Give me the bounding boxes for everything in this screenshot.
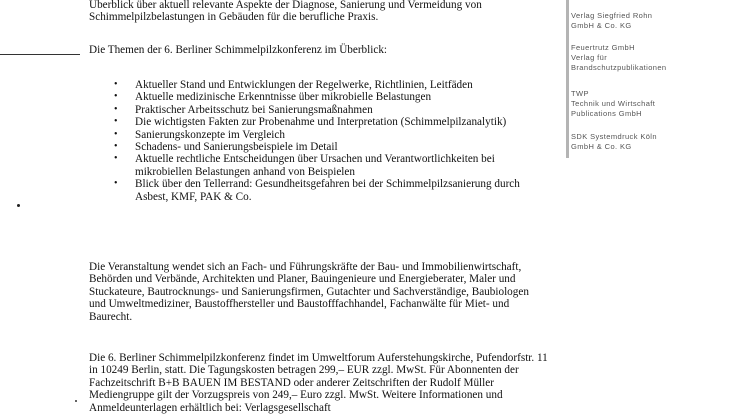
list-item: • Sanierungskonzepte im Vergleich <box>89 129 547 141</box>
sponsor-entry <box>571 11 652 31</box>
sponsor-line: Feuertrutz GmbH <box>571 43 635 52</box>
sponsor-entry <box>571 132 657 152</box>
sponsor-line: Verlag Siegfried Rohn <box>571 11 653 20</box>
sponsor-line: Publications GmbH <box>571 109 642 118</box>
sponsor-line: Brandschutzpublikationen <box>571 63 667 72</box>
sponsor-line: GmbH & Co. KG <box>571 21 632 30</box>
sponsor-line: TWP <box>571 89 589 98</box>
list-item: • Aktuelle medizinische Erkenntnisse über mikrobielle Belastungen <box>89 91 547 103</box>
sponsor-entry <box>571 89 655 119</box>
lead-paragraph: Überblick über aktuell relevante Aspekte der Diagnose, Sanierung und Vermeidung von Schimmelpilzbelastungen in Gebäuden für die berufliche Praxis. <box>89 0 482 24</box>
list-item: • Blick über den Tellerrand: Gesundheitsgefahren bei der Schimmelpilzsanierung durch Asbest, KMF, PAK & Co. <box>89 178 547 203</box>
venue-paragraph: Die 6. Berliner Schimmelpilzkonferenz findet im Umweltforum Auferstehungskirche, Pufendorfstr. 11 in 10249 Berlin, statt. Die Tagungskosten betragen 299,– EUR zzgl. MwSt. Für Abonnenten der Fachzeitschrift B+B BAUEN IM BESTAND oder anderer Zeitschriften der Rudolf Müller Mediengruppe gilt der Vorzugspreis von 249,– Euro zzgl. MwSt. Weitere Informationen und Anmeldeunterlagen erhältlich bei: Verlagsgesellschaft <box>89 352 548 414</box>
sponsor-entry <box>571 43 667 73</box>
list-item: • Schadens- und Sanierungsbeispiele im Detail <box>89 141 547 153</box>
list-item: • Aktueller Stand und Entwicklungen der Regelwerke, Richtlinien, Leitfäden <box>89 79 547 91</box>
sponsor-line: GmbH & Co. KG <box>571 142 632 151</box>
section-divider <box>0 54 80 55</box>
sidebar-accent-bar <box>566 0 569 158</box>
list-item: • Aktuelle rechtliche Entscheidungen über Ursachen und Verantwortlichkeiten bei mikrobiellen Belastungen anhand von Beispielen <box>89 153 547 178</box>
sponsor-line: Technik und Wirtschaft <box>571 99 656 108</box>
sponsor-sidebar <box>566 0 746 158</box>
list-item: • Praktischer Arbeitsschutz bei Sanierungsmaßnahmen <box>89 104 547 116</box>
sponsor-line: SDK Systemdruck Köln <box>571 132 657 141</box>
themes-list <box>89 79 547 203</box>
sponsor-line: Verlag für <box>571 53 608 62</box>
list-item: • Die wichtigsten Fakten zur Probenahme und Interpretation (Schimmelpilzanalytik) <box>89 116 547 128</box>
themes-intro: Die Themen der 6. Berliner Schimmelpilzkonferenz im Überblick: <box>89 44 388 56</box>
bullet-dot <box>75 400 77 402</box>
audience-paragraph: Die Veranstaltung wendet sich an Fach- und Führungskräfte der Bau- und Immobilienwirtschaft, Behörden und Verbände, Architekten und Planer, Bauingenieure und Energieberater, Maler und Stuckateure, Bautrocknungs- und Sanierungsfirmen, Gutachter und Sachverständige, Baubiologen und Umweltmediziner, Baustoffhersteller und Baustofffachhandel, Fachanwälte für Miet- und Baurecht. <box>89 261 529 323</box>
bullet-dot <box>17 204 20 207</box>
